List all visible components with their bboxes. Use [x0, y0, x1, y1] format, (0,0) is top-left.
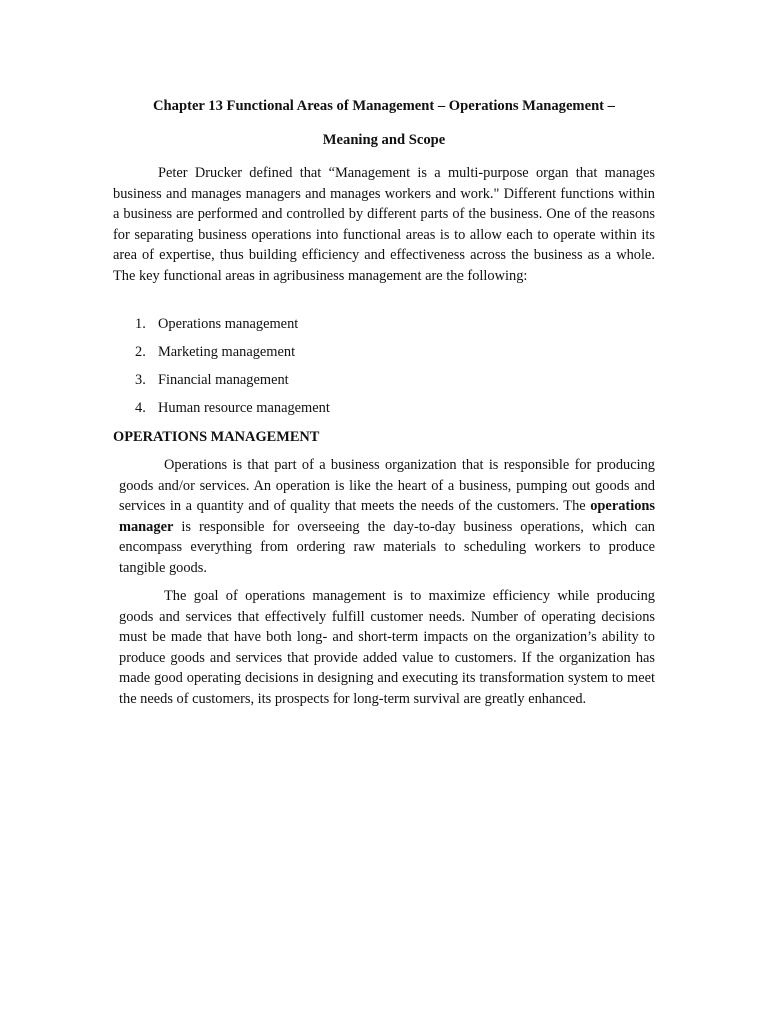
- list-item-text: Marketing management: [158, 344, 296, 360]
- chapter-title: Chapter 13 Functional Areas of Management – Operations Management –: [153, 98, 615, 114]
- list-item-text: Operations management: [158, 316, 299, 332]
- operations-paragraph-2: The goal of operations management is to maximize efficiency while producing goods and services that effectively fulfill customer needs. Number of operating decisions must be made that have both long- and short-term impacts on the organization’s ability to produce goods and services that provide added value to customers. If the organization has made good operating decisions in designing and executing its transformation system to meet the needs of customers, its prospects for long-term survival are greatly enhanced.: [119, 588, 655, 707]
- section-heading: OPERATIONS MANAGEMENT: [113, 429, 320, 445]
- list-item-text: Human resource management: [158, 400, 330, 416]
- list-item-number: 1.: [135, 316, 146, 332]
- intro-paragraph: Peter Drucker defined that “Management is a multi-purpose organ that manages business and manages managers and manages workers and work." Different functions within a business are performed and controlled by different parts of the business. One of the reasons for separating business operations into functional areas is to allow each to operate within its area of expertise, thus building efficiency and effectiveness across the business as a whole. The key functional areas in agribusiness management are the following:: [113, 165, 655, 284]
- list-item-number: 2.: [135, 344, 146, 360]
- list-item-number: 3.: [135, 372, 146, 388]
- chapter-subtitle: Meaning and Scope: [322, 132, 446, 148]
- paragraph-text: is responsible for overseeing the day-to-day business operations, which can encompass everything from ordering raw materials to scheduling workers to produce tangible goods.: [119, 518, 655, 576]
- list-item-number: 4.: [135, 400, 146, 416]
- bold-term: operations manager: [119, 498, 655, 535]
- paragraph-text: Operations is that part of a business organization that is responsible for producing goods and/or services. An operation is like the heart of a business, pumping out goods and services in a quantity and of quality that meets the needs of the customers. The: [119, 457, 655, 515]
- operations-paragraph-1: [119, 455, 655, 579]
- list-item-text: Financial management: [158, 372, 289, 388]
